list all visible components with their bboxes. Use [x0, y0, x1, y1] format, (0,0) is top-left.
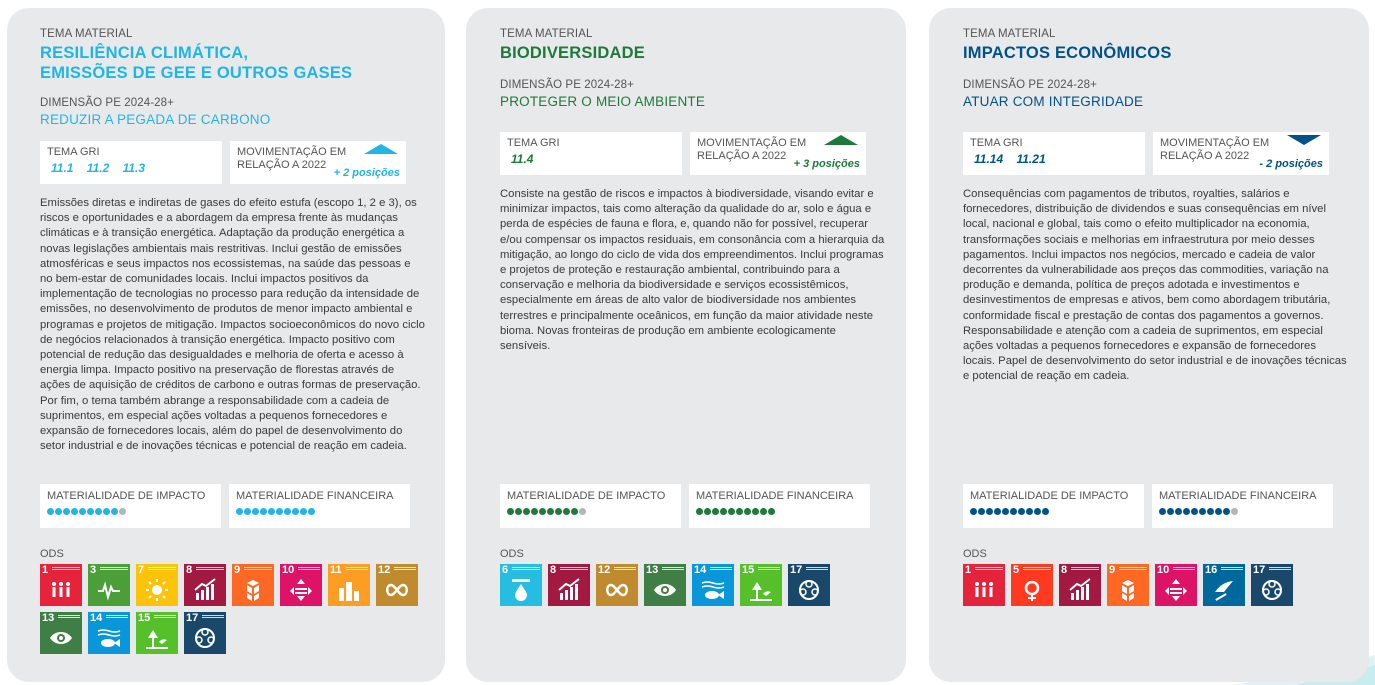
materiality-dot-filled: [284, 508, 291, 515]
cubes-icon: [1116, 578, 1140, 602]
materiality-dot-filled: [752, 508, 759, 515]
ods-tile-7: [136, 564, 178, 606]
financial-materiality-box: [229, 484, 410, 528]
impact-materiality-dots: [47, 508, 215, 516]
ods-number: 8: [1061, 564, 1068, 576]
ods-tile-10: [280, 564, 322, 606]
gri-box: [500, 132, 682, 175]
ods-tile-12: [596, 564, 638, 606]
ods-number: 17: [186, 612, 199, 624]
materiality-dot-filled: [95, 508, 102, 515]
materiality-dot-filled: [1018, 508, 1025, 515]
materiality-dot-filled: [531, 508, 538, 515]
impact-materiality-box: [963, 484, 1144, 528]
materiality-dot-empty: [119, 508, 126, 515]
materiality-dot-filled: [1191, 508, 1198, 515]
ods-grid: [500, 564, 890, 606]
ods-number: 8: [186, 564, 193, 576]
ods-caption-lines: [394, 567, 416, 570]
gri-box: [963, 132, 1145, 175]
movement-value: + 2 posições: [333, 167, 400, 179]
ods-tile-14: [692, 564, 734, 606]
ods-number: 6: [502, 564, 509, 576]
materiality-dot-filled: [63, 508, 70, 515]
dimension-label: DIMENSÃO PE 2024-28+: [500, 79, 634, 91]
materiality-dot-filled: [55, 508, 62, 515]
ods-tile-1: [963, 564, 1005, 606]
materiality-dot-filled: [736, 508, 743, 515]
ods-caption-lines: [1221, 567, 1243, 570]
ods-number: 1: [42, 564, 49, 576]
ods-tile-8: [1059, 564, 1101, 606]
theme-title: [963, 43, 1357, 63]
ods-number: 8: [550, 564, 557, 576]
ods-caption-lines: [1269, 567, 1291, 570]
ods-tile-17: [1251, 564, 1293, 606]
ods-number: 12: [378, 564, 391, 576]
gri-movement-row: [40, 141, 433, 184]
gender-icon: [1020, 578, 1044, 602]
materiality-dot-filled: [994, 508, 1001, 515]
ods-number: 10: [282, 564, 295, 576]
ods-label: ODS: [500, 548, 524, 560]
ods-tile-15: [136, 612, 178, 654]
financial-materiality-label: MATERIALIDADE FINANCEIRA: [236, 490, 394, 502]
ods-caption-lines: [758, 567, 780, 570]
materiality-dot-filled: [523, 508, 530, 515]
eye-globe-icon: [653, 578, 677, 602]
materiality-dot-filled: [563, 508, 570, 515]
impact-materiality-label: MATERIALIDADE DE IMPACTO: [970, 490, 1129, 502]
growth-chart-icon: [193, 578, 217, 602]
impact-materiality-label: MATERIALIDADE DE IMPACTO: [507, 490, 666, 502]
impact-materiality-dots: [970, 508, 1138, 516]
sun-icon: [145, 578, 169, 602]
materiality-dot-filled: [571, 508, 578, 515]
ods-caption-lines: [298, 567, 320, 570]
impact-materiality-label: MATERIALIDADE DE IMPACTO: [47, 490, 206, 502]
cubes-icon: [241, 578, 265, 602]
partnership-ring-icon: [193, 626, 217, 650]
equality-icon: [289, 578, 313, 602]
ods-number: 13: [42, 612, 55, 624]
ods-caption-lines: [202, 615, 224, 618]
materiality-dot-filled: [1026, 508, 1033, 515]
ods-tile-13: [40, 612, 82, 654]
movement-value: + 3 posições: [793, 158, 860, 170]
materiality-dot-filled: [1034, 508, 1041, 515]
ods-caption-lines: [52, 567, 80, 570]
ods-number: 12: [598, 564, 611, 576]
ods-tile-17: [184, 612, 226, 654]
materiality-dot-filled: [300, 508, 307, 515]
ods-tile-11: [328, 564, 370, 606]
eye-globe-icon: [49, 626, 73, 650]
movement-box: [1153, 132, 1329, 175]
ods-tile-15: [740, 564, 782, 606]
materiality-dot-filled: [1183, 508, 1190, 515]
family-icon: [49, 578, 73, 602]
gri-movement-row: [963, 132, 1357, 175]
movement-label: MOVIMENTAÇÃO EM: [1160, 137, 1270, 149]
ods-number: 15: [138, 612, 151, 624]
arrow-up-icon: [364, 144, 398, 154]
materiality-dot-filled: [236, 508, 243, 515]
city-icon: [337, 578, 361, 602]
movement-sub: RELAÇÃO A 2022: [237, 159, 327, 171]
materiality-dot-filled: [744, 508, 751, 515]
ods-number: 17: [1253, 564, 1266, 576]
ods-caption-lines: [154, 615, 176, 618]
gri-label: TEMA GRI: [507, 137, 560, 149]
theme-label: TEMA MATERIAL: [40, 28, 133, 40]
theme-title-line: BIODIVERSIDADE: [500, 44, 645, 62]
ods-tile-17: [788, 564, 830, 606]
dimension-label: DIMENSÃO PE 2024-28+: [963, 79, 1097, 91]
ods-caption-lines: [710, 567, 732, 570]
materiality-dot-filled: [696, 508, 703, 515]
materiality-dot-filled: [515, 508, 522, 515]
ods-caption-lines: [196, 567, 224, 570]
ods-tile-12: [376, 564, 418, 606]
ods-caption-lines: [560, 567, 588, 570]
family-icon: [972, 578, 996, 602]
materiality-dot-filled: [308, 508, 315, 515]
materiality-dot-filled: [1223, 508, 1230, 515]
materiality-dot-filled: [268, 508, 275, 515]
financial-materiality-dots: [696, 508, 864, 516]
dove-gavel-icon: [1212, 578, 1236, 602]
card-biodiversidade: [466, 8, 906, 682]
partnership-ring-icon: [797, 578, 821, 602]
ods-tile-6: [500, 564, 542, 606]
ods-number: 17: [790, 564, 803, 576]
ods-label: ODS: [40, 548, 64, 560]
ods-caption-lines: [512, 567, 540, 570]
materiality-dot-filled: [555, 508, 562, 515]
materiality-dot-filled: [986, 508, 993, 515]
ods-caption-lines: [662, 567, 684, 570]
ods-grid: [963, 564, 1353, 606]
theme-description: Consiste na gestão de riscos e impactos à biodiversidade, visando evitar e minimizar impactos, tais como alteração da qualidade do ar, solo e água e perda de espécies de fauna e flora, e, quando não for possível, recuperar e/ou compensar os impactos residuais, em consonância com a hierarquia da mitigação, ao longo do ciclo de vida dos empreendimentos. Inclui programas e projetos de proteção e restauração ambiental, contribuindo para a conservação e melhoria da biodiversidade e serviços ecossistêmicos, especialmente em áreas de alto valor de biodiversidade nos ambientes terrestres e principalmente oceânicos, em função da maior atividade neste bioma. Novas fronteiras de produção em ambiente ecologicamente sensíveis.: [500, 188, 885, 353]
materiality-dot-empty: [1231, 508, 1238, 515]
ods-number: 1: [965, 564, 972, 576]
ods-caption-lines: [244, 567, 272, 570]
movement-value: - 2 posições: [1259, 158, 1323, 170]
dimension-value: PROTEGER O MEIO AMBIENTE: [500, 94, 706, 109]
ods-caption-lines: [148, 567, 176, 570]
gri-label: TEMA GRI: [970, 137, 1023, 149]
ods-caption-lines: [58, 615, 80, 618]
theme-title-line: EMISSÕES DE GEE E OUTROS GASES: [40, 64, 353, 82]
materiality-dot-filled: [728, 508, 735, 515]
materiality-row: [963, 484, 1333, 528]
materiality-dot-filled: [978, 508, 985, 515]
materiality-dot-filled: [292, 508, 299, 515]
ods-number: 3: [90, 564, 97, 576]
theme-label: TEMA MATERIAL: [500, 28, 593, 40]
materiality-dot-filled: [260, 508, 267, 515]
materiality-dot-filled: [252, 508, 259, 515]
ods-caption-lines: [806, 567, 828, 570]
materiality-dot-filled: [547, 508, 554, 515]
ods-number: 5: [1013, 564, 1020, 576]
materiality-dot-filled: [244, 508, 251, 515]
materiality-dot-filled: [1199, 508, 1206, 515]
materiality-dot-filled: [970, 508, 977, 515]
ods-caption-lines: [100, 567, 128, 570]
arrow-down-icon: [1287, 135, 1321, 145]
tree-bird-icon: [749, 578, 773, 602]
impact-materiality-box: [40, 484, 221, 528]
ods-tile-14: [88, 612, 130, 654]
heartbeat-icon: [97, 578, 121, 602]
gri-movement-row: [500, 132, 894, 175]
financial-materiality-box: [1152, 484, 1333, 528]
materiality-dot-filled: [1215, 508, 1222, 515]
ods-number: 14: [90, 612, 103, 624]
arrow-up-icon: [824, 135, 858, 145]
financial-materiality-label: MATERIALIDADE FINANCEIRA: [696, 490, 854, 502]
card-impactos-economicos: [929, 8, 1369, 682]
theme-title: [500, 43, 894, 63]
partnership-ring-icon: [1260, 578, 1284, 602]
ods-tile-8: [184, 564, 226, 606]
ods-caption-lines: [614, 567, 636, 570]
ods-caption-lines: [106, 615, 128, 618]
ods-number: 14: [694, 564, 707, 576]
materiality-dot-filled: [71, 508, 78, 515]
gri-codes: 11.1 11.2 11.3: [51, 161, 146, 175]
ods-tile-3: [88, 564, 130, 606]
card-resiliencia-climatica: [7, 8, 445, 682]
ods-caption-lines: [1173, 567, 1195, 570]
theme-label: TEMA MATERIAL: [963, 28, 1056, 40]
gri-box: [40, 141, 222, 184]
materiality-dot-filled: [768, 508, 775, 515]
movement-sub: RELAÇÃO A 2022: [1160, 150, 1250, 162]
materiality-dot-filled: [111, 508, 118, 515]
ods-number: 10: [1157, 564, 1170, 576]
materiality-dot-filled: [760, 508, 767, 515]
growth-chart-icon: [1068, 578, 1092, 602]
ods-number: 9: [234, 564, 241, 576]
theme-description: Consequências com pagamentos de tributos, royalties, salários e fornecedores, distribuição de dividendos e suas consequências em nível local, nacional e global, tais como o efeito multiplicador na economia, transformações sociais e melhorias em infraestrutura por meio desses pagamentos. Inclui impactos nos negócios, mercado e cadeia de valor decorrentes da vulnerabilidade aos preços das commodities, variação na produção e demanda, política de preços adotada e investimentos e desinvestimentos de empresas e ativos, bem como abordagem tributária, conformidade fiscal e prestação de contas dos pagamentos a governos. Responsabilidade e atenção com a cadeia de suprimentos, em especial ações voltadas a pequenos fornecedores e expansão de fornecedores locais. Papel de desenvolvimento do setor industrial e de inovações técnicas e potencial de reação em cadeia.: [963, 188, 1347, 383]
theme-description: Emissões diretas e indiretas de gases do efeito estufa (escopo 1, 2 e 3), os riscos e oportunidades e a abordagem da empresa frente às mudanças climáticas e à transição energética. Adaptação da produção energética a novas legislações ambientais mais restritivas. Inclui gestão de emissões atmosféricas e seus impactos nos ecossistemas, na saúde das pessoas e no bem-estar de comunidades locais. Inclui impactos positivos da implementação de tecnologias no processo para redução da intensidade de emissões, no desenvolvimento de produtos de menor impacto ambiental e programas e projetos de mitigação. Impactos socioeconômicos do novo ciclo de negócios relacionados à transição energética. Impacto positivo com potencial de redução das desigualdades e melhoria de oferta e acesso à energia limpa. Impacto positivo na preservação de florestas através de ações de aquisição de créditos de carbono e outras formas de preservação. Por fim, o tema também abrange a responsabilidade com a cadeia de suprimentos, em especial ações voltadas a pequenos fornecedores e expansão de fornecedores locais, além do papel de desenvolvimento do setor industrial e de inovações técnicas e potencial de reação em cadeia.: [40, 197, 425, 453]
ods-caption-lines: [1023, 567, 1051, 570]
theme-title-line: IMPACTOS ECONÔMICOS: [963, 44, 1172, 62]
ods-number: 13: [646, 564, 659, 576]
movement-box: [230, 141, 406, 184]
ods-number: 7: [138, 564, 145, 576]
ods-caption-lines: [1119, 567, 1147, 570]
ods-grid: [40, 564, 424, 654]
ods-caption-lines: [1071, 567, 1099, 570]
ods-tile-10: [1155, 564, 1197, 606]
materiality-dot-filled: [1010, 508, 1017, 515]
materiality-dot-filled: [539, 508, 546, 515]
infinity-icon: [385, 578, 409, 602]
tree-bird-icon: [145, 626, 169, 650]
ods-caption-lines: [975, 567, 1003, 570]
dimension-value: REDUZIR A PEGADA DE CARBONO: [40, 112, 271, 127]
materiality-dot-filled: [704, 508, 711, 515]
growth-chart-icon: [557, 578, 581, 602]
materiality-dot-filled: [1175, 508, 1182, 515]
materiality-dot-filled: [1207, 508, 1214, 515]
equality-icon: [1164, 578, 1188, 602]
theme-title-line: RESILIÊNCIA CLIMÁTICA,: [40, 44, 249, 62]
materiality-dot-filled: [1159, 508, 1166, 515]
movement-label: MOVIMENTAÇÃO EM: [697, 137, 807, 149]
materiality-dot-filled: [720, 508, 727, 515]
theme-title: [40, 43, 433, 83]
materiality-dot-filled: [507, 508, 514, 515]
dimension-value: ATUAR COM INTEGRIDADE: [963, 94, 1144, 109]
ods-tile-9: [1107, 564, 1149, 606]
gri-label: TEMA GRI: [47, 146, 100, 158]
ods-tile-13: [644, 564, 686, 606]
ods-number: 16: [1205, 564, 1218, 576]
gri-codes: 11.4: [511, 152, 534, 166]
impact-materiality-dots: [507, 508, 675, 516]
ods-tile-9: [232, 564, 274, 606]
ods-tile-16: [1203, 564, 1245, 606]
materiality-dot-filled: [87, 508, 94, 515]
financial-materiality-label: MATERIALIDADE FINANCEIRA: [1159, 490, 1317, 502]
materiality-dot-filled: [47, 508, 54, 515]
materiality-row: [500, 484, 870, 528]
movement-box: [690, 132, 866, 175]
movement-label: MOVIMENTAÇÃO EM: [237, 146, 347, 158]
materiality-dot-filled: [1042, 508, 1049, 515]
materiality-dot-filled: [276, 508, 283, 515]
ods-number: 11: [330, 564, 342, 576]
materiality-dot-filled: [1167, 508, 1174, 515]
ods-tile-5: [1011, 564, 1053, 606]
fish-icon: [701, 578, 725, 602]
materiality-dot-filled: [79, 508, 86, 515]
materiality-dot-filled: [103, 508, 110, 515]
financial-materiality-dots: [1159, 508, 1327, 516]
movement-sub: RELAÇÃO A 2022: [697, 150, 787, 162]
ods-number: 15: [742, 564, 755, 576]
infinity-icon: [605, 578, 629, 602]
financial-materiality-dots: [236, 508, 404, 516]
ods-tile-1: [40, 564, 82, 606]
water-drop-icon: [509, 578, 533, 602]
fish-icon: [97, 626, 121, 650]
materiality-row: [40, 484, 410, 528]
ods-tile-8: [548, 564, 590, 606]
ods-caption-lines: [346, 567, 368, 570]
ods-label: ODS: [963, 548, 987, 560]
financial-materiality-box: [689, 484, 870, 528]
dimension-label: DIMENSÃO PE 2024-28+: [40, 97, 174, 109]
materiality-dot-filled: [712, 508, 719, 515]
gri-codes: 11.14 11.21: [974, 152, 1046, 166]
ods-number: 9: [1109, 564, 1116, 576]
impact-materiality-box: [500, 484, 681, 528]
materiality-dot-filled: [1002, 508, 1009, 515]
materiality-dot-empty: [579, 508, 586, 515]
